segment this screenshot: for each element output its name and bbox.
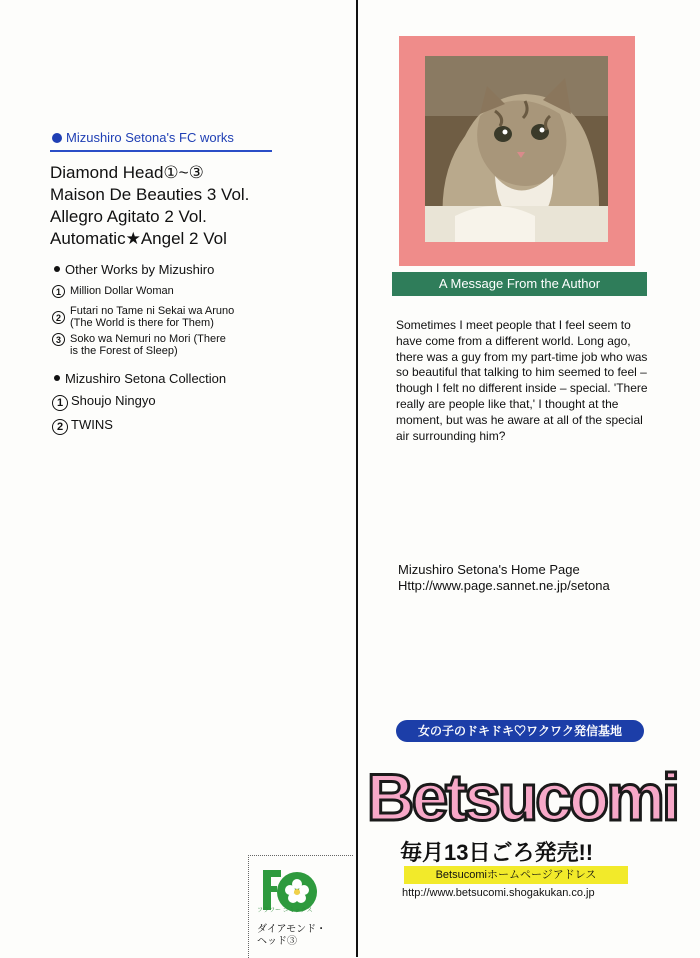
collection-item: 1 Shoujo Ningyo (52, 395, 156, 407)
bullet-icon (54, 375, 60, 381)
collection-heading: Mizushiro Setona Collection (54, 371, 226, 386)
svg-text:Betsucomi: Betsucomi (366, 760, 678, 834)
bullet-icon (54, 266, 60, 272)
work-title: Diamond Head①~③ (50, 163, 204, 182)
other-work-item: 1 Million Dollar Woman (52, 285, 174, 297)
fc-title: ダイアモンド・ ヘッド③ (257, 924, 327, 947)
homepage-url: Http://www.page.sannet.ne.jp/setona (398, 578, 610, 593)
bullet-icon (52, 133, 62, 143)
page-divider (356, 0, 358, 957)
number-circle-icon: 3 (52, 333, 65, 346)
message-title-bar: A Message From the Author (392, 272, 647, 296)
betsucomi-logo (366, 756, 678, 836)
flower-comics-badge (248, 855, 353, 958)
homepage-label: Mizushiro Setona's Home Page (398, 562, 580, 577)
author-message: Sometimes I meet people that I feel seem to have come from a different world. Long ago, there was a guy from my part-time job who was so beautiful that talking to him seemed to feel – though I felt no different inside – special. 'There really are people like that,' I thought at the moment, but was he aware at all of the special air surrounding him? (396, 318, 648, 443)
homepage-info (398, 562, 610, 594)
other-work-item: 2 Futari no Tame ni Sekai wa Aruno (The World is there for Them) (52, 305, 234, 329)
other-works-heading: Other Works by Mizushiro (54, 262, 214, 277)
ad-url: http://www.betsucomi.shogakukan.co.jp (402, 887, 595, 899)
collection-item: 2 TWINS (52, 419, 113, 431)
ad-homepage-label: Betsucomiホームページアドレス (404, 866, 628, 884)
number-circle-icon: 2 (52, 419, 68, 435)
ad-tagline: 女の子のドキドキ♡ワクワク発信基地 (396, 720, 644, 742)
ad-release-date: 毎月13日ごろ発売!! (400, 840, 594, 865)
work-title: Automatic★Angel 2 Vol (50, 229, 227, 248)
cat-illustration (425, 56, 608, 242)
number-circle-icon: 1 (52, 395, 68, 411)
number-circle-icon: 2 (52, 311, 65, 324)
number-circle-icon: 1 (52, 285, 65, 298)
works-list (50, 162, 249, 250)
works-heading: Mizushiro Setona's FC works (52, 130, 234, 145)
fc-small-text: フラワー コミックス (257, 908, 313, 914)
work-title: Allegro Agitato 2 Vol. (50, 207, 207, 226)
works-heading-rule (50, 150, 272, 152)
work-title: Maison De Beauties 3 Vol. (50, 185, 250, 204)
cat-photo (425, 56, 608, 242)
other-work-item: 3 Soko wa Nemuri no Mori (There is the Forest of Sleep) (52, 333, 226, 357)
